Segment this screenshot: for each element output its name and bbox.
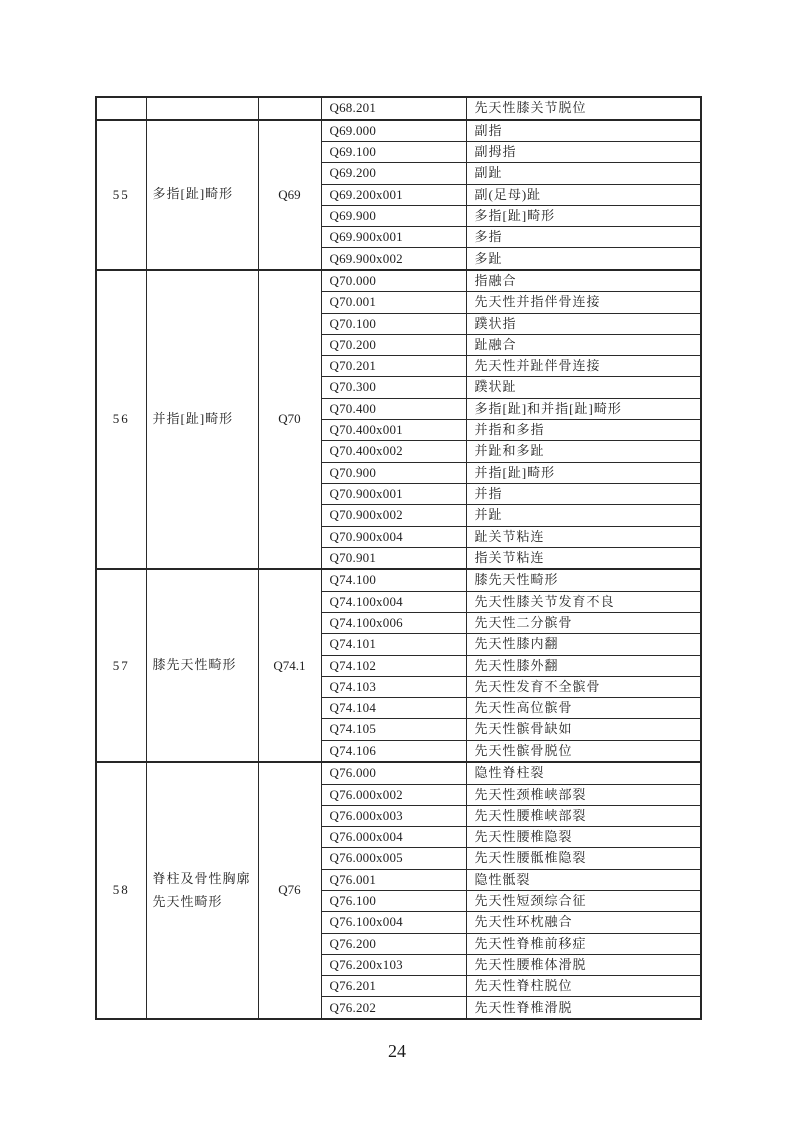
description-cell: 先天性腰椎峡部裂 [466, 805, 701, 826]
description-cell: 副指 [466, 120, 701, 142]
description-cell: 先天性脊柱脱位 [466, 976, 701, 997]
row-number-cell: 56 [96, 270, 146, 569]
description-cell: 先天性膝关节脱位 [466, 97, 701, 120]
sub-code-cell: Q74.101 [321, 634, 466, 655]
page-number: 24 [388, 1041, 406, 1061]
sub-code-cell: Q76.000x002 [321, 784, 466, 805]
sub-code-cell: Q74.106 [321, 740, 466, 762]
description-cell: 指融合 [466, 270, 701, 292]
sub-code-cell: Q70.000 [321, 270, 466, 292]
sub-code-cell: Q76.100 [321, 890, 466, 911]
sub-code-cell: Q74.100x006 [321, 612, 466, 633]
sub-code-cell: Q70.201 [321, 356, 466, 377]
main-code-cell [258, 97, 321, 120]
description-cell: 副趾 [466, 163, 701, 184]
main-code-cell: Q74.1 [258, 569, 321, 762]
description-cell: 先天性脊椎前移症 [466, 933, 701, 954]
description-cell: 先天性二分髌骨 [466, 612, 701, 633]
description-cell: 先天性发育不全髌骨 [466, 676, 701, 697]
sub-code-cell: Q69.000 [321, 120, 466, 142]
category-cell: 膝先天性畸形 [146, 569, 258, 762]
description-cell: 先天性膝内翻 [466, 634, 701, 655]
description-cell: 副(足母)趾 [466, 184, 701, 205]
description-cell: 多趾 [466, 248, 701, 270]
description-cell: 并趾 [466, 505, 701, 526]
sub-code-cell: Q70.400x001 [321, 420, 466, 441]
description-cell: 先天性膝关节发育不良 [466, 591, 701, 612]
sub-code-cell: Q70.900x001 [321, 483, 466, 504]
sub-code-cell: Q74.103 [321, 676, 466, 697]
sub-code-cell: Q70.400x002 [321, 441, 466, 462]
row-number-cell: 58 [96, 762, 146, 1019]
table-row [96, 270, 701, 292]
main-code-cell: Q70 [258, 270, 321, 569]
category-cell: 脊柱及骨性胸廓先天性畸形 [146, 762, 258, 1019]
description-cell: 先天性并趾伴骨连接 [466, 356, 701, 377]
description-cell: 先天性膝外翻 [466, 655, 701, 676]
sub-code-cell: Q69.200x001 [321, 184, 466, 205]
sub-code-cell: Q76.202 [321, 997, 466, 1019]
sub-code-cell: Q70.300 [321, 377, 466, 398]
sub-code-cell: Q74.102 [321, 655, 466, 676]
sub-code-cell: Q76.200x103 [321, 954, 466, 975]
description-cell: 并趾和多趾 [466, 441, 701, 462]
description-cell: 蹼状指 [466, 313, 701, 334]
sub-code-cell: Q76.001 [321, 869, 466, 890]
category-cell: 并指[趾]畸形 [146, 270, 258, 569]
description-cell: 先天性髌骨缺如 [466, 719, 701, 740]
description-cell: 先天性颈椎峡部裂 [466, 784, 701, 805]
description-cell: 先天性并指伴骨连接 [466, 292, 701, 313]
sub-code-cell: Q70.900x004 [321, 526, 466, 547]
row-number-cell: 55 [96, 120, 146, 270]
description-cell: 先天性腰骶椎隐裂 [466, 848, 701, 869]
sub-code-cell: Q74.105 [321, 719, 466, 740]
main-code-cell: Q76 [258, 762, 321, 1019]
description-cell: 趾关节粘连 [466, 526, 701, 547]
sub-code-cell: Q70.400 [321, 398, 466, 419]
sub-code-cell: Q69.900x001 [321, 227, 466, 248]
description-cell: 先天性腰椎体滑脱 [466, 954, 701, 975]
sub-code-cell: Q76.200 [321, 933, 466, 954]
sub-code-cell: Q70.900x002 [321, 505, 466, 526]
sub-code-cell: Q69.900x002 [321, 248, 466, 270]
description-cell: 蹼状趾 [466, 377, 701, 398]
sub-code-cell: Q70.100 [321, 313, 466, 334]
sub-code-cell: Q76.000x003 [321, 805, 466, 826]
description-cell: 指关节粘连 [466, 547, 701, 569]
sub-code-cell: Q69.100 [321, 141, 466, 162]
description-cell: 多指[趾]和并指[趾]畸形 [466, 398, 701, 419]
description-cell: 膝先天性畸形 [466, 569, 701, 591]
sub-code-cell: Q74.100x004 [321, 591, 466, 612]
category-cell [146, 97, 258, 120]
description-cell: 先天性短颈综合征 [466, 890, 701, 911]
sub-code-cell: Q74.104 [321, 698, 466, 719]
main-code-cell: Q69 [258, 120, 321, 270]
description-cell: 先天性腰椎隐裂 [466, 827, 701, 848]
description-cell: 先天性高位髌骨 [466, 698, 701, 719]
description-cell: 隐性脊柱裂 [466, 762, 701, 784]
description-cell: 先天性环枕融合 [466, 912, 701, 933]
table-row [96, 762, 701, 784]
description-cell: 趾融合 [466, 334, 701, 355]
table-row [96, 569, 701, 591]
description-cell: 并指 [466, 483, 701, 504]
sub-code-cell: Q76.000x005 [321, 848, 466, 869]
description-cell: 先天性脊椎滑脱 [466, 997, 701, 1019]
sub-code-cell: Q74.100 [321, 569, 466, 591]
sub-code-cell: Q76.000 [321, 762, 466, 784]
row-number-cell [96, 97, 146, 120]
description-cell: 并指[趾]畸形 [466, 462, 701, 483]
table-row [96, 120, 701, 142]
sub-code-cell: Q70.001 [321, 292, 466, 313]
sub-code-cell: Q69.200 [321, 163, 466, 184]
description-cell: 并指和多指 [466, 420, 701, 441]
sub-code-cell: Q70.200 [321, 334, 466, 355]
table-row [96, 97, 701, 120]
sub-code-cell: Q76.000x004 [321, 827, 466, 848]
sub-code-cell: Q76.201 [321, 976, 466, 997]
row-number-cell: 57 [96, 569, 146, 762]
description-cell: 隐性骶裂 [466, 869, 701, 890]
sub-code-cell: Q68.201 [321, 97, 466, 120]
diagnosis-code-table [95, 96, 702, 1020]
sub-code-cell: Q70.901 [321, 547, 466, 569]
description-cell: 先天性髌骨脱位 [466, 740, 701, 762]
description-cell: 多指[趾]畸形 [466, 205, 701, 226]
description-cell: 副拇指 [466, 141, 701, 162]
sub-code-cell: Q76.100x004 [321, 912, 466, 933]
description-cell: 多指 [466, 227, 701, 248]
sub-code-cell: Q70.900 [321, 462, 466, 483]
category-cell: 多指[趾]畸形 [146, 120, 258, 270]
sub-code-cell: Q69.900 [321, 205, 466, 226]
